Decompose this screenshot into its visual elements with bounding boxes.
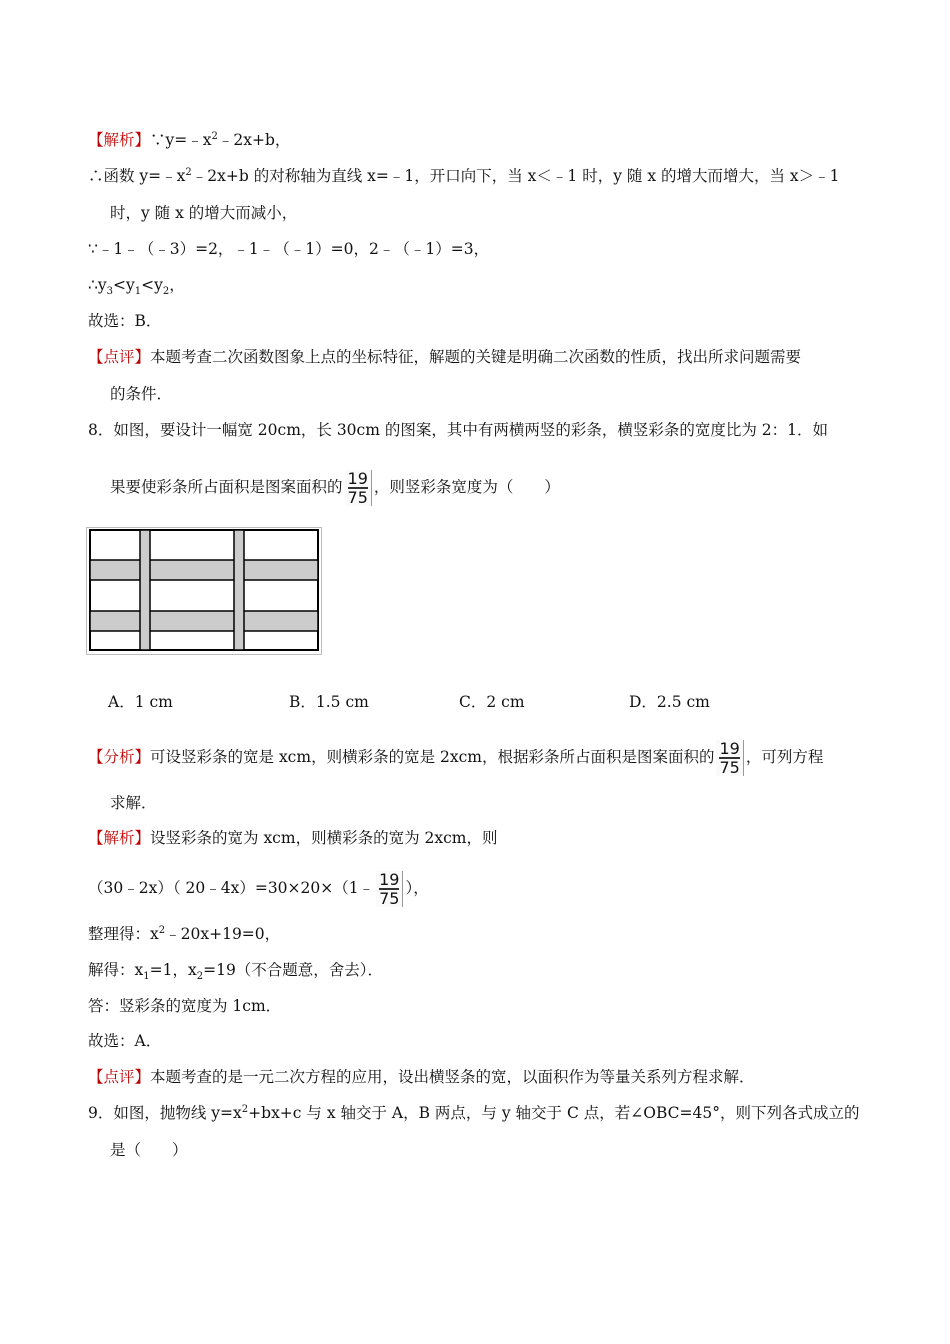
question-9-line-1: 9．如图，抛物线 $y=x^2+bx+c$ 与 x 轴交于 A，B 两点，与 y 轴交于 C 点，若∠OBC=45°，则下列各式成立的 [88,1103,860,1122]
equation-line: （30﹣2x）（ 20﹣4x）=30×20×（1﹣ $\frac{19}{75}$ ）， [88,870,429,908]
analysis-line-4: ∵﹣1﹣（﹣3）=2，﹣1﹣（﹣1）=0，2﹣（﹣1）=3， [88,240,490,258]
option-b: B．1.5 cm [289,693,369,711]
option-d: D．2.5 cm [629,693,710,711]
fraction-19-75: $\frac{19}{75}$ [345,470,372,506]
analysis-tag: 【解析】 [88,131,151,149]
analysis-line-2: ∴函数 $y=﹣x^2﹣2x+b$ 的对称轴为直线 x=﹣1，开口向下，当 x＜﹣1 时，y 随 x 的增大而增大，当 x＞﹣1 [88,166,840,185]
comment-line-2: 的条件． [110,385,173,403]
analysis-line-1: 【解析】$\because y=﹣x^2﹣2x+b$， [88,130,291,149]
fraction-19-75: $\frac{19}{75}$ [716,740,743,776]
analysis-line-5: $\therefore y_3<y_1<y_2$， [88,276,185,298]
question-9-line-2: 是（ ） [110,1141,188,1159]
solution-line-1: 【解析】设竖彩条的宽为 xcm，则横彩条的宽为 2xcm，则 [88,829,498,847]
comment-tag: 【点评】 [88,348,151,366]
comment-line-1: 【点评】本题考查二次函数图象上点的坐标特征，解题的关键是明确二次函数的性质，找出所求问题需要 [88,348,802,366]
comment-tag: 【点评】 [88,1068,151,1086]
roots-line: 解得：$x_1=1$，$x_2=19$（不合题意，舍去）． [88,961,384,983]
solution-tag: 【解析】 [88,829,151,847]
hint-tag: 【分析】 [88,748,151,766]
question-8-line-2: 果要使彩条所占面积是图案面积的 $\frac{19}{75}$ ，则竖彩条宽度为（ ） [110,469,560,507]
analysis-hint-line-1: 【分析】可设竖彩条的宽是 xcm，则横彩条的宽是 2xcm，根据彩条所占面积是图案面积的 $\frac{19}{75}$ ，可列方程 [88,739,824,777]
simplified-equation: 整理得：$x^2﹣20x+19=0$， [88,924,281,943]
answer-choice-b: 故选：B． [88,312,162,330]
option-a: A．1 cm [108,693,173,711]
comment-line-3: 【点评】本题考查的是一元二次方程的应用，设出横竖条的宽，以面积作为等量关系列方程求解． [88,1068,755,1086]
answer-choice-a: 故选：A． [88,1032,162,1050]
stripe-pattern-figure [86,527,322,655]
option-c: C．2 cm [459,693,525,711]
analysis-hint-line-2: 求解． [110,794,157,812]
fraction-19-75: $\frac{19}{75}$ [376,871,403,907]
question-8-line-1: 8．如图，要设计一幅宽 20cm，长 30cm 的图案，其中有两横两竖的彩条，横竖彩条的宽度比为 2：1．如 [88,421,828,439]
answer-line: 答：竖彩条的宽度为 1cm． [88,997,282,1015]
analysis-line-3: 时，y 随 x 的增大而减小， [110,204,298,222]
